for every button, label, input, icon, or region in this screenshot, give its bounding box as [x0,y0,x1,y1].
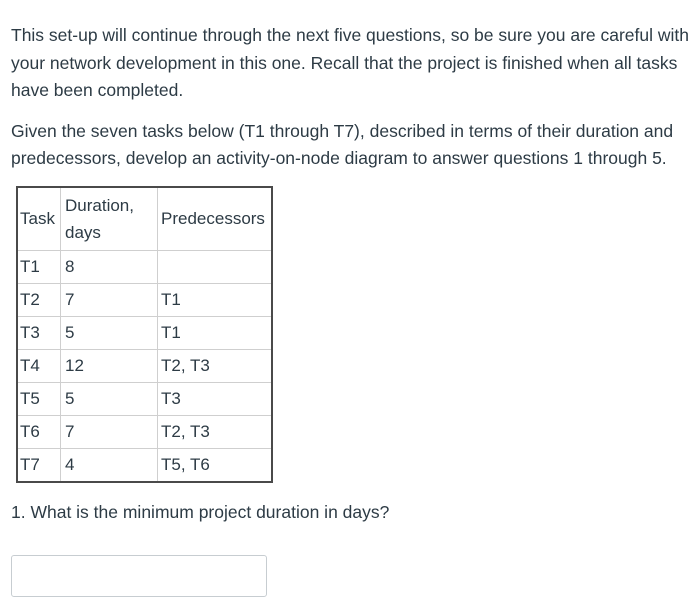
table-row [17,316,272,349]
task-cell: T7 [17,448,61,482]
table-row [17,283,272,316]
task-cell: T2 [17,283,61,316]
task-cell: T6 [17,415,61,448]
table-row [17,349,272,382]
predecessors-cell: T3 [158,382,273,415]
intro-paragraph-setup: This set-up will continue through the next five questions, so be sure you are careful with your network development in this one. Recall that the project is finished when all tasks have been completed. [11,25,690,100]
duration-cell: 7 [61,415,158,448]
predecessors-cell: T1 [158,283,273,316]
predecessors-cell: T1 [158,316,273,349]
predecessors-cell: T2, T3 [158,415,273,448]
duration-cell: 4 [61,448,158,482]
task-cell: T3 [17,316,61,349]
predecessors-cell: T5, T6 [158,448,273,482]
table-row [17,415,272,448]
answer-input[interactable] [11,555,267,597]
duration-cell: 5 [61,316,158,349]
question-text: 1. What is the minimum project duration in days? [11,501,390,522]
intro-paragraph-instructions: Given the seven tasks below (T1 through T7), described in terms of their duration and predecessors, develop an activity-on-node diagram to answer questions 1 through 5. [11,120,674,168]
duration-cell: 12 [61,349,158,382]
duration-cell: 5 [61,382,158,415]
table-row [17,250,272,283]
task-cell: T1 [17,250,61,283]
predecessors-cell: T2, T3 [158,349,273,382]
task-cell: T5 [17,382,61,415]
header-predecessors: Predecessors [158,187,273,251]
table-header-row [17,187,272,251]
duration-cell: 7 [61,283,158,316]
table-row [17,382,272,415]
table-row [17,448,272,482]
predecessors-cell [158,250,273,283]
task-cell: T4 [17,349,61,382]
task-table [16,186,273,483]
question-content [11,22,695,597]
header-task: Task [17,187,61,251]
duration-cell: 8 [61,250,158,283]
header-duration: Duration, days [61,187,158,251]
